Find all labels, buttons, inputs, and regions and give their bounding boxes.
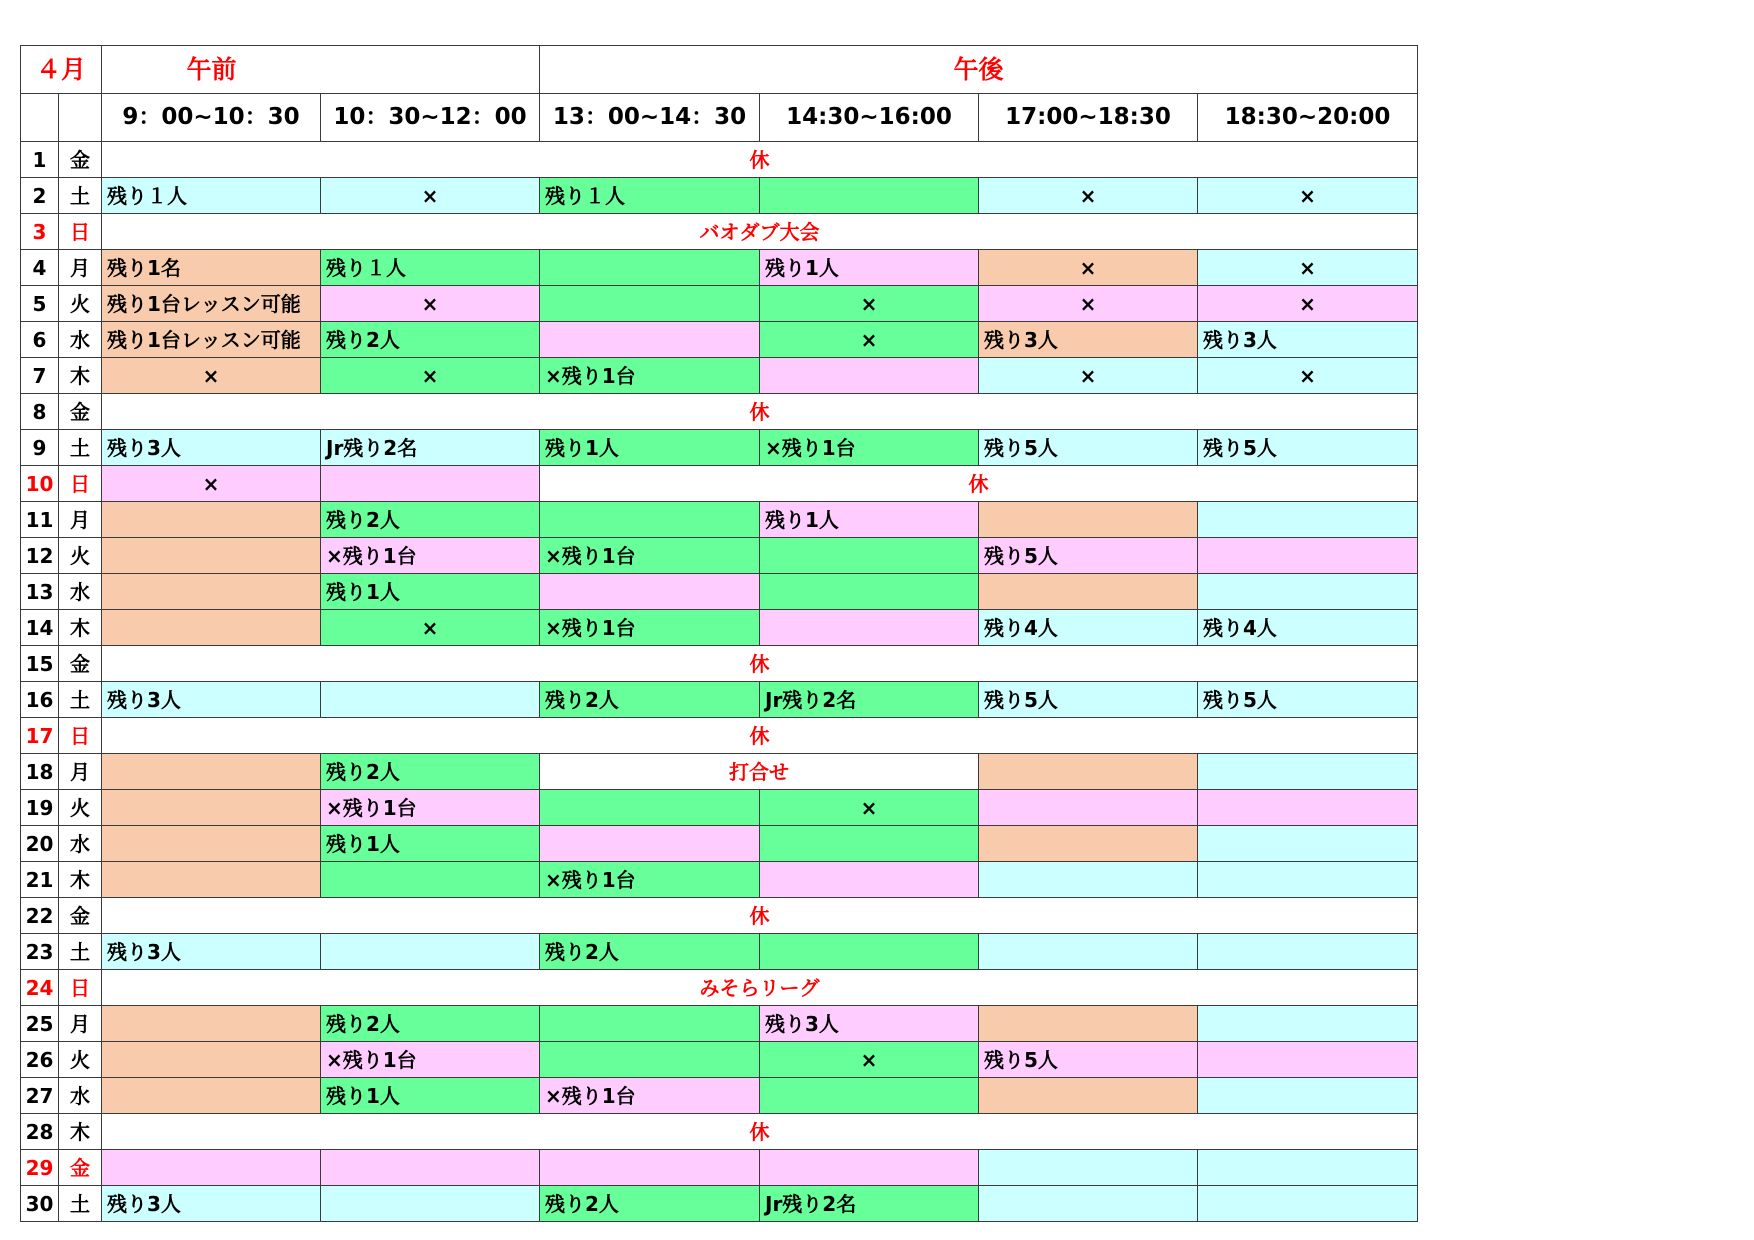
am-header-filler — [321, 46, 540, 94]
weekday-label: 火 — [59, 538, 102, 574]
booked-mark: × — [1198, 250, 1418, 286]
time-slot-cell — [1198, 826, 1418, 862]
day-number: 19 — [21, 790, 59, 826]
weekday-label: 木 — [59, 862, 102, 898]
booked-mark: × — [321, 358, 540, 394]
time-slot-cell — [102, 1078, 321, 1114]
time-slot-cell: 残り1人 — [321, 574, 540, 610]
time-slot-cell — [102, 790, 321, 826]
time-slot-cell — [979, 502, 1198, 538]
day-number: 30 — [21, 1186, 59, 1222]
booked-mark: × — [979, 286, 1198, 322]
month-label: ４月 — [21, 46, 102, 94]
time-slot-cell — [1198, 1150, 1418, 1186]
time-slot-cell: ×残り1台 — [760, 430, 979, 466]
time-slot-cell — [321, 934, 540, 970]
weekday-label: 火 — [59, 790, 102, 826]
time-slot-cell — [1198, 1186, 1418, 1222]
event-label: 休 — [102, 142, 1418, 178]
day-number: 4 — [21, 250, 59, 286]
time-slot-cell — [1198, 574, 1418, 610]
time-slot-cell: ×残り1台 — [540, 610, 760, 646]
time-slot-cell: 残り1台レッスン可能 — [102, 322, 321, 358]
time-slot-cell — [1198, 502, 1418, 538]
time-slot-header: 13：00~14：30 — [540, 94, 760, 142]
day-number: 25 — [21, 1006, 59, 1042]
weekday-label: 金 — [59, 394, 102, 430]
time-slot-cell — [321, 466, 540, 502]
time-slot-cell: 残り2人 — [540, 682, 760, 718]
time-slot-cell — [102, 610, 321, 646]
time-slot-cell — [760, 826, 979, 862]
time-slot-cell — [1198, 538, 1418, 574]
weekday-label: 月 — [59, 250, 102, 286]
day-number: 20 — [21, 826, 59, 862]
time-slot-header: 14:30~16:00 — [760, 94, 979, 142]
day-number: 5 — [21, 286, 59, 322]
time-slot-cell — [760, 538, 979, 574]
booked-mark: × — [760, 286, 979, 322]
day-number: 12 — [21, 538, 59, 574]
weekday-label: 金 — [59, 898, 102, 934]
time-slot-cell: 残り2人 — [540, 934, 760, 970]
time-slot-cell — [540, 1042, 760, 1078]
weekday-label: 土 — [59, 682, 102, 718]
event-label: バオダブ大会 — [102, 214, 1418, 250]
time-slot-cell — [102, 862, 321, 898]
event-label: 休 — [102, 898, 1418, 934]
time-slot-cell: 残り1人 — [760, 502, 979, 538]
time-slot-cell: 残り5人 — [1198, 430, 1418, 466]
time-slot-cell — [1198, 1042, 1418, 1078]
time-slot-cell — [979, 934, 1198, 970]
time-slot-cell: 残り2人 — [321, 322, 540, 358]
time-slot-cell: 残り5人 — [1198, 682, 1418, 718]
weekday-label: 月 — [59, 502, 102, 538]
time-slot-cell — [540, 1006, 760, 1042]
weekday-column-header — [59, 94, 102, 142]
time-slot-cell — [540, 286, 760, 322]
schedule-table — [20, 45, 1418, 1222]
time-slot-cell — [979, 1006, 1198, 1042]
weekday-label: 金 — [59, 646, 102, 682]
booked-mark: × — [102, 466, 321, 502]
weekday-label: 土 — [59, 430, 102, 466]
booked-mark: × — [760, 322, 979, 358]
time-slot-cell: ×残り1台 — [321, 790, 540, 826]
booked-mark: × — [1198, 358, 1418, 394]
weekday-label: 水 — [59, 322, 102, 358]
day-number: 23 — [21, 934, 59, 970]
time-slot-cell: ×残り1台 — [321, 538, 540, 574]
time-slot-header: 17:00~18:30 — [979, 94, 1198, 142]
day-number: 15 — [21, 646, 59, 682]
time-slot-cell: 残り2人 — [321, 502, 540, 538]
time-slot-cell: 残り１人 — [540, 178, 760, 214]
time-slot-cell: ×残り1台 — [321, 1042, 540, 1078]
time-slot-cell: 残り１人 — [102, 178, 321, 214]
time-slot-cell — [1198, 1006, 1418, 1042]
time-slot-cell: ×残り1台 — [540, 862, 760, 898]
time-slot-cell: 残り3人 — [102, 682, 321, 718]
time-slot-cell: Jr残り2名 — [321, 430, 540, 466]
weekday-label: 火 — [59, 286, 102, 322]
time-slot-cell — [979, 1150, 1198, 1186]
event-label: 休 — [102, 718, 1418, 754]
weekday-label: 木 — [59, 610, 102, 646]
time-slot-cell — [1198, 754, 1418, 790]
time-slot-cell — [979, 574, 1198, 610]
day-number: 27 — [21, 1078, 59, 1114]
time-slot-cell — [540, 826, 760, 862]
weekday-label: 火 — [59, 1042, 102, 1078]
weekday-label: 月 — [59, 1006, 102, 1042]
time-slot-cell: 残り5人 — [979, 1042, 1198, 1078]
day-number: 28 — [21, 1114, 59, 1150]
time-slot-cell — [540, 502, 760, 538]
time-slot-cell: 残り3人 — [102, 934, 321, 970]
day-number: 2 — [21, 178, 59, 214]
event-label: 打合せ — [540, 754, 979, 790]
time-slot-cell — [1198, 862, 1418, 898]
day-column-header — [21, 94, 59, 142]
am-header: 午前 — [102, 46, 321, 94]
time-slot-header: 18:30~20:00 — [1198, 94, 1418, 142]
time-slot-cell — [979, 862, 1198, 898]
day-number: 22 — [21, 898, 59, 934]
time-slot-cell: 残り2人 — [540, 1186, 760, 1222]
day-number: 6 — [21, 322, 59, 358]
time-slot-cell — [760, 1078, 979, 1114]
time-slot-cell: 残り1人 — [540, 430, 760, 466]
time-slot-cell — [760, 934, 979, 970]
weekday-label: 金 — [59, 1150, 102, 1186]
time-slot-cell — [321, 682, 540, 718]
weekday-label: 金 — [59, 142, 102, 178]
time-slot-cell: 残り1人 — [321, 826, 540, 862]
weekday-label: 土 — [59, 1186, 102, 1222]
booked-mark: × — [979, 250, 1198, 286]
day-number: 16 — [21, 682, 59, 718]
time-slot-cell: ×残り1台 — [540, 1078, 760, 1114]
booked-mark: × — [760, 1042, 979, 1078]
time-slot-cell — [760, 178, 979, 214]
time-slot-cell: ×残り1台 — [540, 358, 760, 394]
time-slot-cell — [102, 1006, 321, 1042]
weekday-label: 土 — [59, 178, 102, 214]
time-slot-cell — [979, 790, 1198, 826]
event-label: 休 — [540, 466, 1418, 502]
event-label: 休 — [102, 394, 1418, 430]
time-slot-cell: 残り4人 — [979, 610, 1198, 646]
booked-mark: × — [321, 178, 540, 214]
event-label: みそらリーグ — [102, 970, 1418, 1006]
time-slot-cell — [979, 754, 1198, 790]
day-number: 1 — [21, 142, 59, 178]
time-slot-cell — [1198, 1078, 1418, 1114]
time-slot-cell: 残り3人 — [102, 430, 321, 466]
day-number: 24 — [21, 970, 59, 1006]
time-slot-cell — [102, 574, 321, 610]
booked-mark: × — [321, 286, 540, 322]
weekday-label: 月 — [59, 754, 102, 790]
time-slot-cell — [979, 1078, 1198, 1114]
time-slot-cell: 残り１人 — [321, 250, 540, 286]
booked-mark: × — [979, 178, 1198, 214]
booked-mark: × — [321, 610, 540, 646]
day-number: 9 — [21, 430, 59, 466]
time-slot-cell — [321, 1150, 540, 1186]
event-label: 休 — [102, 1114, 1418, 1150]
booked-mark: × — [1198, 178, 1418, 214]
day-number: 17 — [21, 718, 59, 754]
day-number: 21 — [21, 862, 59, 898]
time-slot-cell — [979, 1186, 1198, 1222]
booked-mark: × — [1198, 286, 1418, 322]
weekday-label: 日 — [59, 214, 102, 250]
day-number: 13 — [21, 574, 59, 610]
event-label: 休 — [102, 646, 1418, 682]
weekday-label: 日 — [59, 718, 102, 754]
weekday-label: 水 — [59, 826, 102, 862]
time-slot-cell — [540, 1150, 760, 1186]
booked-mark: × — [760, 790, 979, 826]
weekday-label: 木 — [59, 358, 102, 394]
time-slot-cell: 残り1台レッスン可能 — [102, 286, 321, 322]
time-slot-cell — [102, 1042, 321, 1078]
time-slot-cell: 残り1名 — [102, 250, 321, 286]
time-slot-cell — [102, 754, 321, 790]
weekday-label: 土 — [59, 934, 102, 970]
day-number: 8 — [21, 394, 59, 430]
time-slot-cell: 残り4人 — [1198, 610, 1418, 646]
time-slot-cell — [102, 538, 321, 574]
time-slot-cell — [540, 250, 760, 286]
time-slot-cell: Jr残り2名 — [760, 1186, 979, 1222]
weekday-label: 日 — [59, 970, 102, 1006]
day-number: 26 — [21, 1042, 59, 1078]
day-number: 7 — [21, 358, 59, 394]
booked-mark: × — [979, 358, 1198, 394]
time-slot-cell: 残り2人 — [321, 754, 540, 790]
time-slot-cell — [102, 826, 321, 862]
time-slot-cell: 残り2人 — [321, 1006, 540, 1042]
time-slot-cell — [321, 862, 540, 898]
time-slot-cell: 残り3人 — [979, 322, 1198, 358]
time-slot-cell — [760, 610, 979, 646]
day-number: 14 — [21, 610, 59, 646]
weekday-label: 木 — [59, 1114, 102, 1150]
weekday-label: 水 — [59, 1078, 102, 1114]
time-slot-cell — [1198, 790, 1418, 826]
weekday-label: 日 — [59, 466, 102, 502]
time-slot-cell — [540, 790, 760, 826]
pm-header: 午後 — [540, 46, 1418, 94]
day-number: 3 — [21, 214, 59, 250]
day-number: 10 — [21, 466, 59, 502]
time-slot-cell: 残り5人 — [979, 430, 1198, 466]
day-number: 29 — [21, 1150, 59, 1186]
time-slot-cell: 残り3人 — [1198, 322, 1418, 358]
weekday-label: 水 — [59, 574, 102, 610]
time-slot-cell — [102, 502, 321, 538]
time-slot-cell: 残り5人 — [979, 682, 1198, 718]
time-slot-cell — [540, 574, 760, 610]
time-slot-cell — [760, 574, 979, 610]
time-slot-cell: 残り3人 — [760, 1006, 979, 1042]
time-slot-header: 10：30~12：00 — [321, 94, 540, 142]
time-slot-cell: Jr残り2名 — [760, 682, 979, 718]
day-number: 11 — [21, 502, 59, 538]
time-slot-cell — [979, 826, 1198, 862]
time-slot-cell: 残り5人 — [979, 538, 1198, 574]
time-slot-cell: 残り1人 — [760, 250, 979, 286]
time-slot-header: 9：00~10：30 — [102, 94, 321, 142]
time-slot-cell: 残り1人 — [321, 1078, 540, 1114]
time-slot-cell — [760, 1150, 979, 1186]
time-slot-cell — [321, 1186, 540, 1222]
time-slot-cell — [1198, 934, 1418, 970]
time-slot-cell — [102, 1150, 321, 1186]
time-slot-cell — [760, 862, 979, 898]
booked-mark: × — [102, 358, 321, 394]
time-slot-cell — [760, 358, 979, 394]
time-slot-cell: 残り3人 — [102, 1186, 321, 1222]
time-slot-cell — [540, 322, 760, 358]
time-slot-cell: ×残り1台 — [540, 538, 760, 574]
day-number: 18 — [21, 754, 59, 790]
